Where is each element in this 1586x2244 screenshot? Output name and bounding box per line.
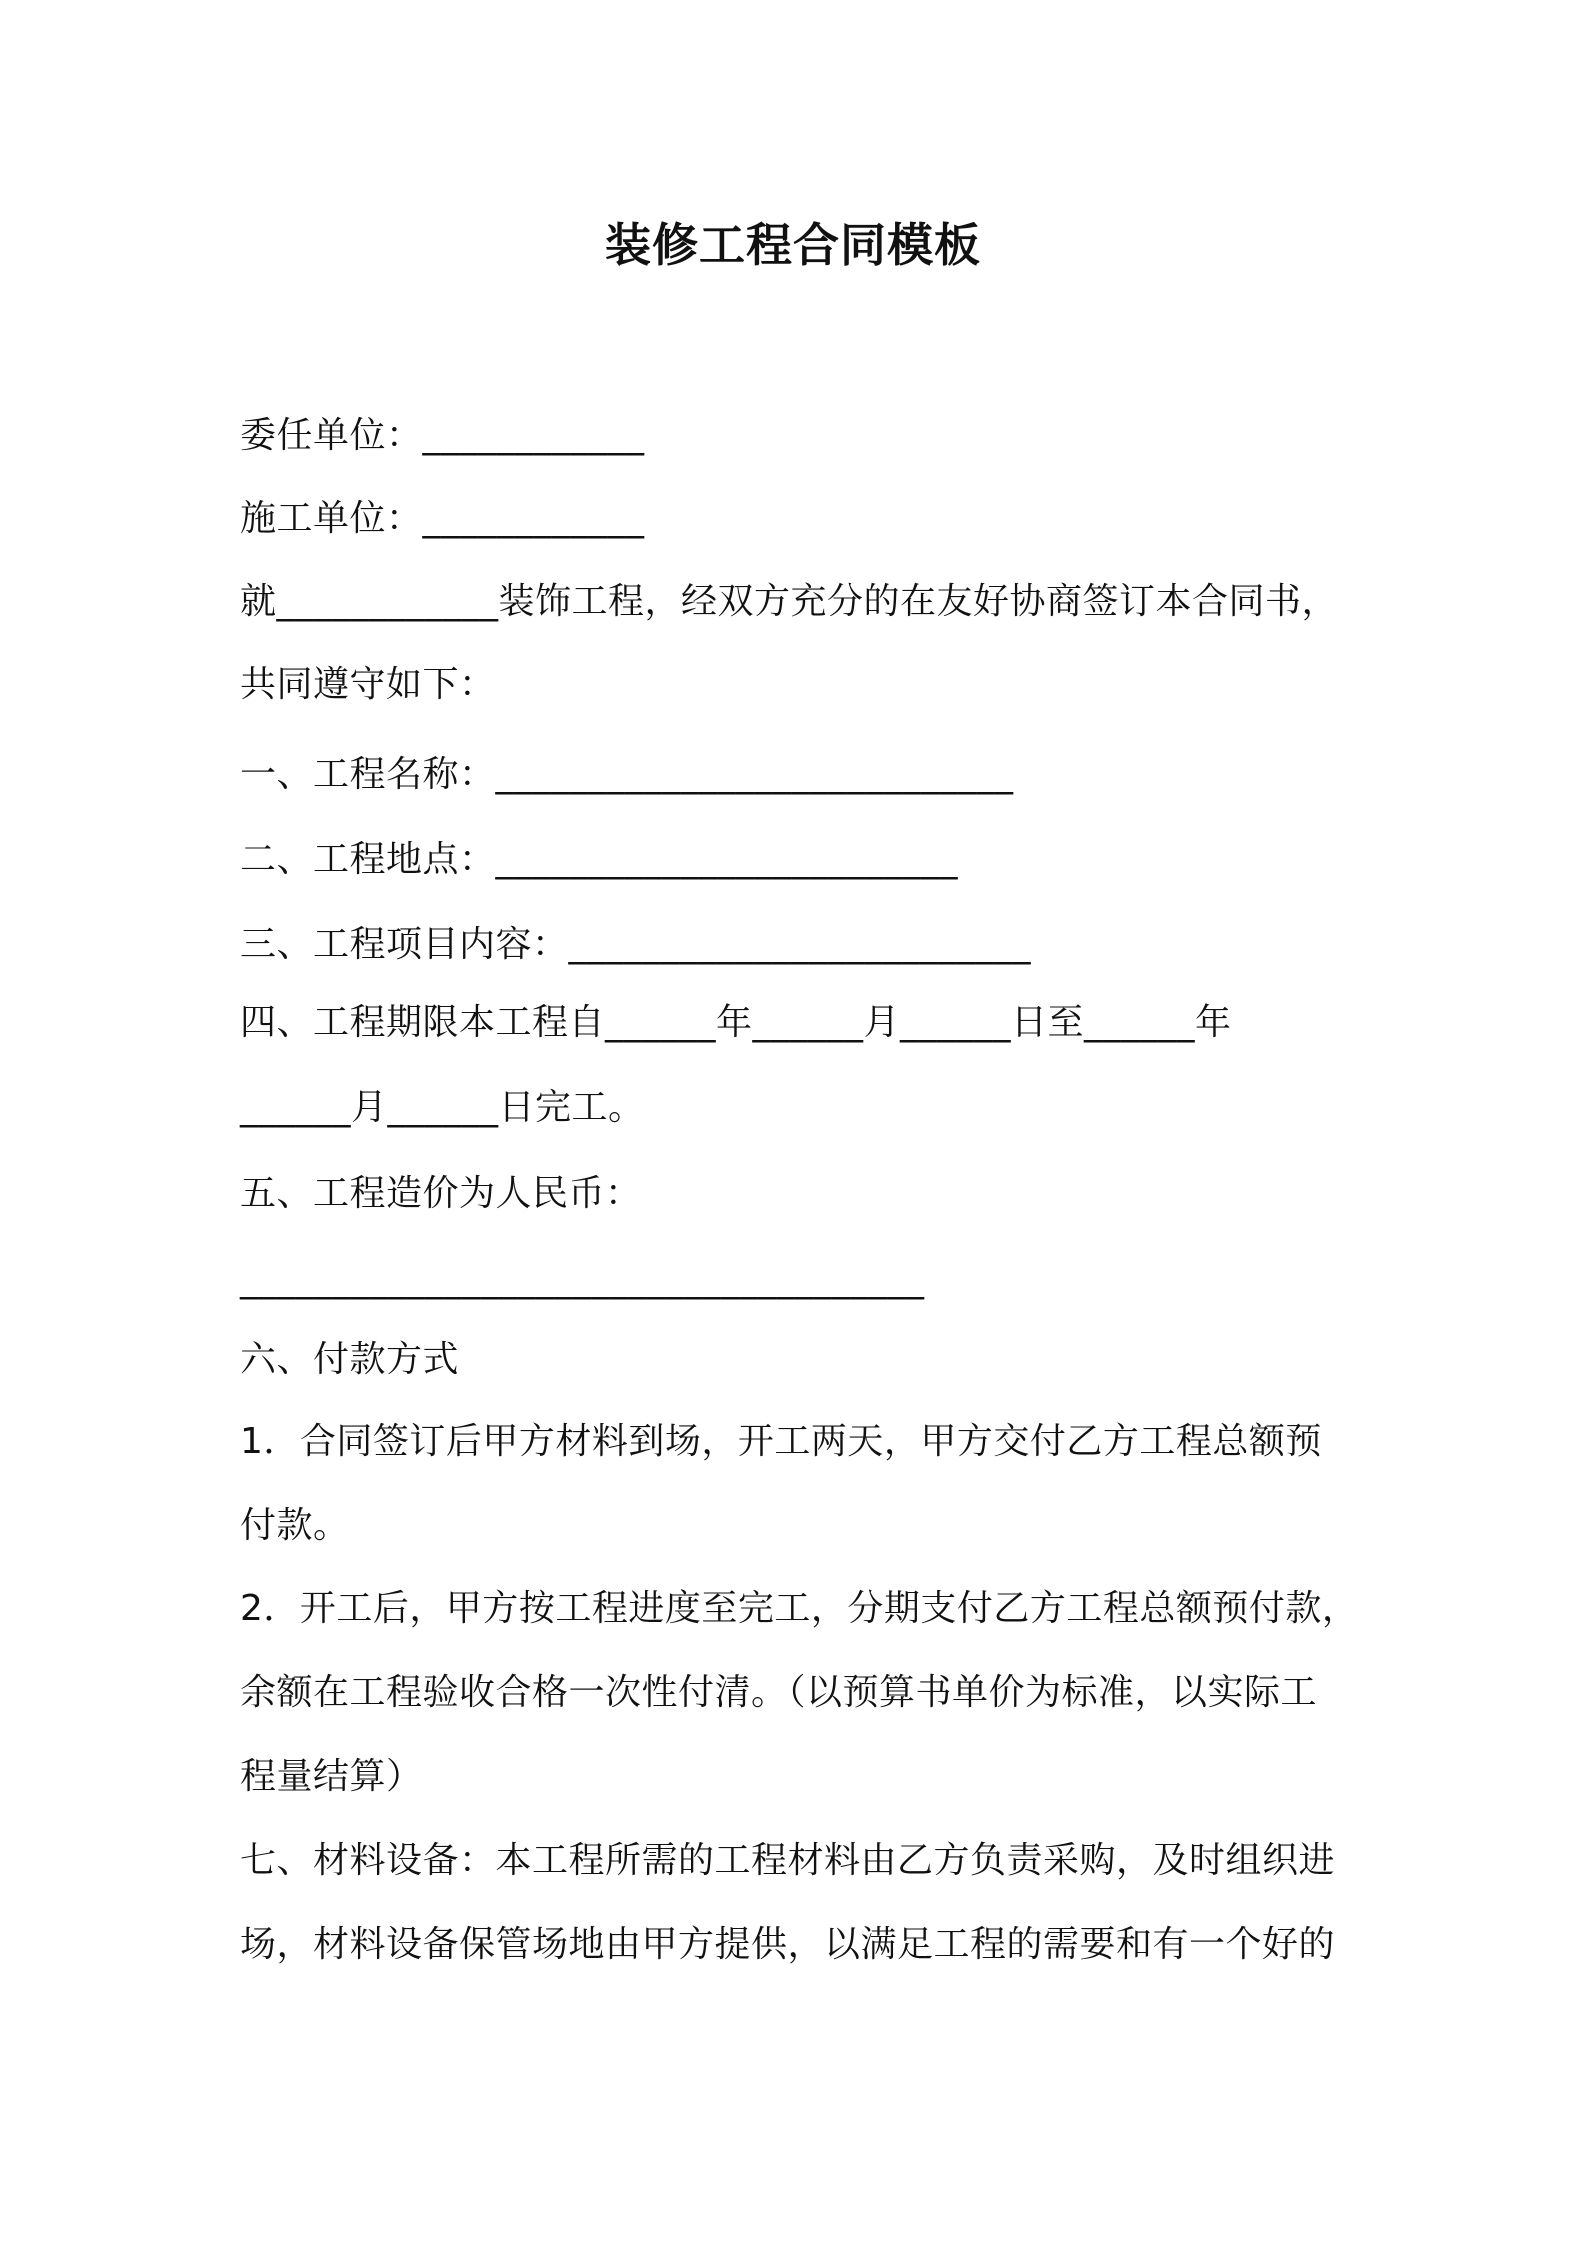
payment-item-2-line-1: 2．开工后，甲方按工程进度至完工，分期支付乙方工程总额预付款， [240, 1588, 1359, 1629]
project-location-line: 二、工程地点：_________________________ [240, 839, 959, 880]
payment-item-1-line-2: 付款。 [240, 1505, 350, 1546]
contractor-unit-line: 施工单位：____________ [240, 498, 645, 539]
intro-line-2: 共同遵守如下： [240, 664, 496, 705]
project-cost-line: 五、工程造价为人民币： [240, 1173, 642, 1214]
payment-item-2-line-3: 程量结算） [240, 1756, 423, 1797]
client-unit-line: 委任单位：____________ [240, 415, 645, 456]
payment-item-1-line-1: 1．合同签订后甲方材料到场，开工两天，甲方交付乙方工程总额预 [240, 1421, 1322, 1462]
project-period-line-2: ______月______日完工。 [240, 1087, 645, 1128]
project-cost-blank: _____________________________________ [240, 1259, 925, 1300]
payment-item-2-line-2: 余额在工程验收合格一次性付清。（以预算书单价为标准，以实际工 [240, 1672, 1318, 1713]
intro-line-1: 就____________装饰工程，经双方充分的在友好协商签订本合同书， [240, 581, 1339, 622]
materials-line-2: 场，材料设备保管场地由甲方提供，以满足工程的需要和有一个好的 [240, 1924, 1336, 1965]
project-name-line: 一、工程名称：____________________________ [240, 754, 1014, 795]
materials-line-1: 七、材料设备：本工程所需的工程材料由乙方负责采购，及时组织进 [240, 1840, 1336, 1881]
project-period-line-1: 四、工程期限本工程自______年______月______日至______年 [240, 1002, 1232, 1043]
payment-heading: 六、付款方式 [240, 1339, 460, 1380]
document-title: 装修工程合同模板 [605, 218, 981, 272]
project-content-line: 三、工程项目内容：_________________________ [240, 924, 1032, 965]
